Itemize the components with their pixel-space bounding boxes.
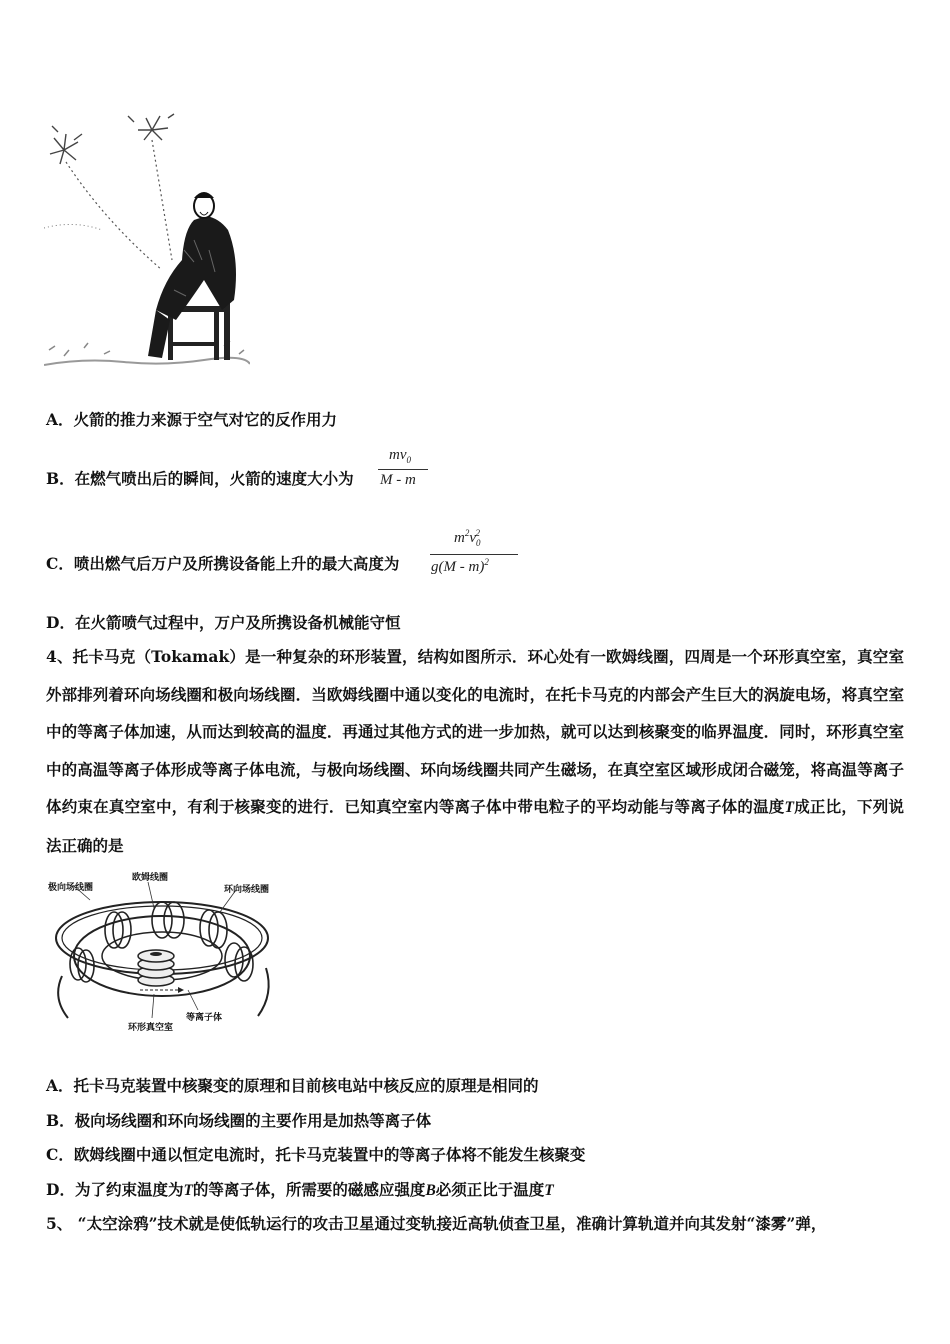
q4-stem-tail: 成正比，下列说法正确的是 — [46, 797, 904, 855]
label-ohmic-coil: 欧姆线圈 — [132, 873, 169, 883]
q3-option-c-fraction — [430, 528, 522, 580]
frac-b-den: M - m — [380, 472, 416, 488]
frac-c-den-g: g — [431, 559, 439, 575]
label-plasma: 等离子体 — [186, 1013, 223, 1023]
frac-b-num-v: v — [399, 447, 407, 463]
frac-c-den-sup: 2 — [484, 557, 489, 567]
q3-option-d: D．在火箭喷气过程中，万户及所携设备机械能守恒 — [46, 613, 401, 632]
label-poloidal-coil: 极向场线圈 — [48, 883, 94, 893]
q3-option-b-fraction — [378, 447, 430, 491]
frac-b-num-sub: 0 — [406, 455, 412, 465]
frac-b-bar — [378, 469, 428, 470]
tokamak-diagram — [44, 868, 284, 1036]
frac-c-num-sup2: 2 — [475, 528, 481, 538]
label-toroidal-coil: 环向场线圈 — [224, 885, 270, 895]
q4-stem-text: 4、托卡马克（Tokamak）是一种复杂的环形装置，结构如图所示．环心处有一欧姆线圈，四周是一个环形真空室，真空室外部排列着环向场线圈和极向场线圈．当欧姆线圈中通以变化的电流时，在托卡马克的内部会产生巨大的涡旋电场，将真空室中的等离子体加速，从而达到较高的温度．再通过其他方式的进一步加热，就可以达到核聚变的临界温度．同时，环形真空室中的高温等离子体形成等离子体电流，与极向场线圈、环向场线圈共同产生磁场，在真空室区域形成闭合磁笼，将高温等离子体约束在真空室中，有利于核聚变的进行．已知真空室内等离子体中带电粒子的平均动能与等离子体的温度 — [46, 647, 904, 817]
frac-c-num-sup1: 2 — [464, 528, 470, 538]
q4-stem-var-t: T — [784, 799, 794, 817]
q4-option-d-part1: D．为了约束温度为 — [46, 1180, 184, 1199]
q5-stem: 5、 “太空涂鸦”技术就是使低轨运行的攻击卫星通过变轨接近高轨侦查卫星，准确计算轨道并向其发射“漆雾”弹， — [46, 1214, 827, 1233]
q4-option-b: B．极向场线圈和环向场线圈的主要作用是加热等离子体 — [46, 1111, 432, 1130]
frac-b-num-m: m — [389, 447, 400, 463]
q4-option-d — [46, 1180, 554, 1201]
q4-stem — [46, 638, 904, 865]
wan-hu-illustration — [44, 110, 250, 372]
q3-option-c: C．喷出燃气后万户及所携设备能上升的最大高度为 — [46, 554, 400, 573]
q4-option-d-part3: 必须正比于温度 — [435, 1180, 545, 1199]
q4-option-d-part2: 的等离子体，所需要的磁感应强度 — [192, 1180, 426, 1199]
q4-option-d-var-b: B — [425, 1182, 436, 1199]
frac-c-num-sub: 0 — [476, 538, 481, 548]
frac-c-num-m: m — [454, 530, 465, 546]
q4-option-c: C．欧姆线圈中通以恒定电流时，托卡马克装置中的等离子体将不能发生核聚变 — [46, 1145, 586, 1164]
q4-option-d-var-t2: T — [544, 1182, 554, 1199]
q4-option-d-var-t1: T — [183, 1182, 193, 1199]
q3-option-b: B．在燃气喷出后的瞬间，火箭的速度大小为 — [46, 469, 354, 488]
frac-c-num-v: v — [469, 530, 477, 546]
label-vacuum-chamber: 环形真空室 — [128, 1023, 174, 1033]
frac-c-bar — [430, 554, 518, 555]
q4-option-a: A．托卡马克装置中核聚变的原理和目前核电站中核反应的原理是相同的 — [46, 1076, 539, 1095]
q3-option-a: A．火箭的推力来源于空气对它的反作用力 — [46, 410, 338, 429]
frac-c-den-body: (M - m) — [438, 559, 485, 575]
